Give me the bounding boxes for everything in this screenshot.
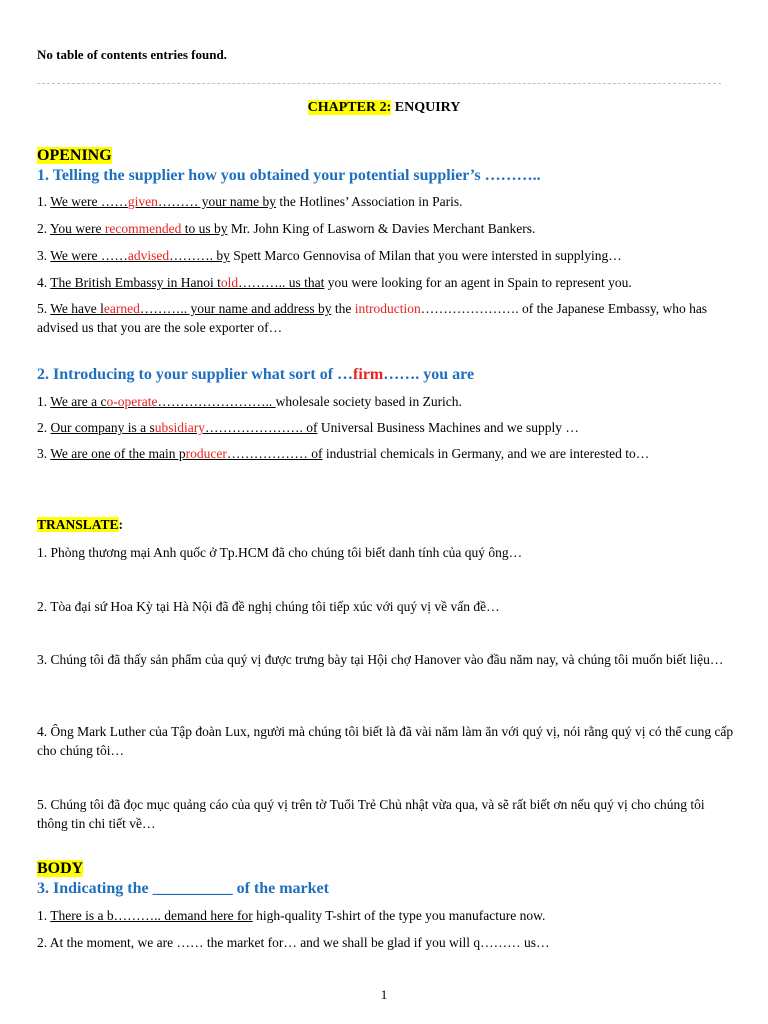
introducing-item-2: 2. Our company is a subsidiary…………………. of Universal Business Machines and we supply … <box>37 420 579 435</box>
opening-item-4: 4. The British Embassy in Hanoi told……….. us that you were looking for an agent in Spain to represent you. <box>37 275 632 290</box>
opening-item-5: 5. We have learned……….. your name and address by the introduction…………………. of the Japanese Embassy, who has advised us that you are the sole exporter of… <box>37 301 708 335</box>
introducing-heading: 2. Introducing to your supplier what sort of …firm……. you are <box>37 366 475 383</box>
opening-item-2: 2. You were recommended to us by Mr. John King of Lasworn & Davies Merchant Bankers. <box>37 221 536 236</box>
body-item-1: 1. There is a b……….. demand here for high-quality T-shirt of the type you manufacture now. <box>37 908 546 923</box>
page-number: 1 <box>380 987 388 1002</box>
translate-label: TRANSLATE: <box>37 517 124 532</box>
translate-item-3: 3. Chúng tôi đã thấy sản phẩm của quý vị được trưng bày tại Hội chợ Hanover vào đầu năm nay, và chúng tôi muốn biết liệu… <box>37 652 724 667</box>
translate-item-1: 1. Phòng thương mại Anh quốc ở Tp.HCM đã cho chúng tôi biết danh tính của quý ông… <box>37 545 523 560</box>
toc-notice: No table of contents entries found. <box>37 47 227 62</box>
toc-divider <box>37 83 721 84</box>
chapter-heading <box>0 100 768 116</box>
body-heading: 3. Indicating the __________ of the market <box>37 880 329 897</box>
body-label: BODY <box>37 860 84 877</box>
translate-item-4: 4. Ông Mark Luther của Tập đoàn Lux, người mà chúng tôi biết là đã vài năm làm ăn với quý vị, nói rằng quý vị có thể cung cấp cho chúng tôi… <box>37 724 734 758</box>
introducing-item-1: 1. We are a co-operate…………………….. wholesale society based in Zurich. <box>37 394 462 409</box>
translate-item-5: 5. Chúng tôi đã đọc mục quảng cáo của quý vị trên tờ Tuổi Trẻ Chủ nhật vừa qua, và sẽ rất biết ơn nếu quý vị cho chúng tôi thông tin chi tiết về… <box>37 797 705 831</box>
body-item-2: 2. At the moment, we are …… the market for… and we shall be glad if you will q……… us… <box>37 935 550 950</box>
chapter-title: ENQUIRY <box>394 100 461 115</box>
opening-item-1: 1. We were ……given……… your name by the Hotlines’ Association in Paris. <box>37 194 463 209</box>
chapter-label: CHAPTER 2: <box>307 100 392 115</box>
opening-item-3: 3. We were ……advised………. by Spett Marco Gennovisa of Milan that you were intersted in supplying… <box>37 248 622 263</box>
opening-label: OPENING <box>37 147 112 164</box>
introducing-item-3: 3. We are one of the main producer……………… of industrial chemicals in Germany, and we are interested to… <box>37 446 650 461</box>
opening-heading: 1. Telling the supplier how you obtained your potential supplier’s ……….. <box>37 167 541 184</box>
translate-item-2: 2. Tòa đại sứ Hoa Kỳ tại Hà Nội đã đề nghị chúng tôi tiếp xúc với quý vị về vấn đề… <box>37 599 500 614</box>
